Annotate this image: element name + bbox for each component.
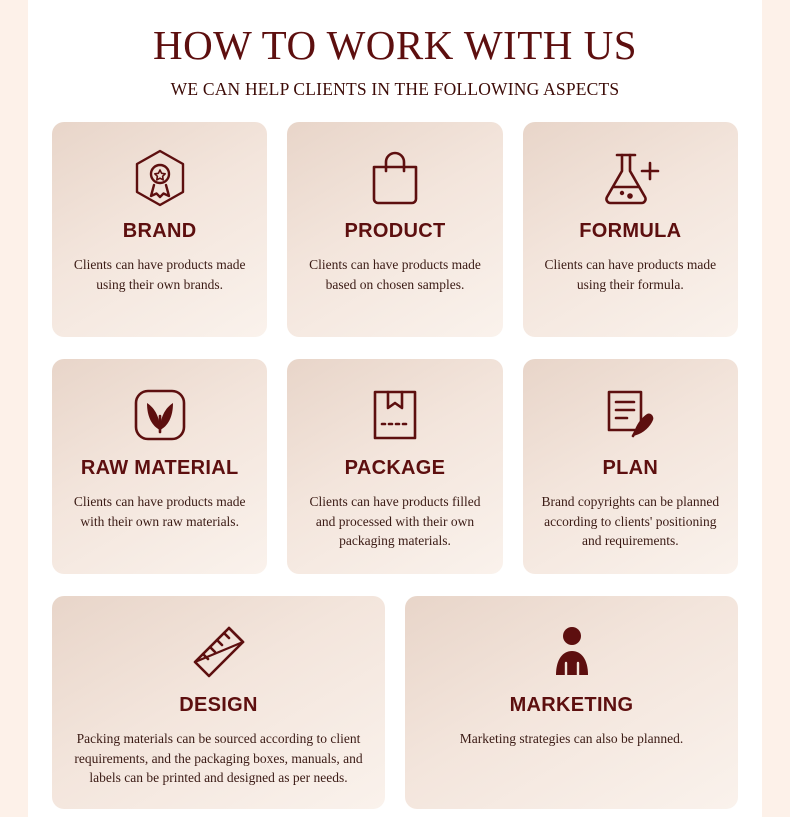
card-plan[interactable] xyxy=(523,359,738,574)
card-title: PACKAGE xyxy=(344,457,446,480)
ruler-pencil-icon xyxy=(191,614,247,690)
card-description: Packing materials can be sourced according to client requirements, and the packaging boxes, manuals, and labels can be printed and designed as per needs. xyxy=(74,731,363,786)
page-subtitle: WE CAN HELP CLIENTS IN THE FOLLOWING ASPECTS xyxy=(170,79,620,100)
page-left-margin xyxy=(0,0,28,817)
card-description: Clients can have products made using their formula. xyxy=(544,257,717,292)
card-description: Clients can have products filled and processed with their own packaging materials. xyxy=(309,494,481,549)
card-grid-row-2 xyxy=(28,359,762,574)
card-raw-material[interactable] xyxy=(52,359,267,574)
leaf-shield-icon xyxy=(131,377,189,453)
card-grid-row-1 xyxy=(28,122,762,337)
card-design[interactable] xyxy=(52,596,385,809)
card-marketing[interactable] xyxy=(405,596,738,809)
package-box-icon xyxy=(369,377,421,453)
card-package[interactable] xyxy=(287,359,502,574)
card-description: Clients can have products made with their own raw materials. xyxy=(73,494,246,529)
card-description: Marketing strategies can also be planned. xyxy=(459,731,684,747)
card-title: PRODUCT xyxy=(344,220,446,243)
card-product[interactable] xyxy=(287,122,502,337)
document-pen-icon xyxy=(601,377,659,453)
shopping-bag-icon xyxy=(366,140,424,216)
page-right-margin xyxy=(762,0,790,817)
page-title: HOW TO WORK WITH US xyxy=(152,22,638,68)
card-title: PLAN xyxy=(602,457,659,480)
card-description: Brand copyrights can be planned according to clients' positioning and requirements. xyxy=(541,494,720,549)
card-title: BRAND xyxy=(122,220,197,243)
card-title: RAW MATERIAL xyxy=(80,457,239,480)
page-header xyxy=(28,0,762,100)
card-formula[interactable] xyxy=(523,122,738,337)
card-description: Clients can have products made based on chosen samples. xyxy=(309,257,481,292)
card-grid-row-3 xyxy=(28,596,762,809)
card-title: FORMULA xyxy=(579,220,682,243)
card-description: Clients can have products made using their own brands. xyxy=(73,257,246,292)
card-title: DESIGN xyxy=(179,694,258,717)
flask-plus-icon xyxy=(597,140,663,216)
card-title: MARKETING xyxy=(509,694,634,717)
page-content xyxy=(28,0,762,817)
badge-hexagon-icon xyxy=(129,140,191,216)
person-megaphone-icon xyxy=(546,614,598,690)
card-brand[interactable] xyxy=(52,122,267,337)
